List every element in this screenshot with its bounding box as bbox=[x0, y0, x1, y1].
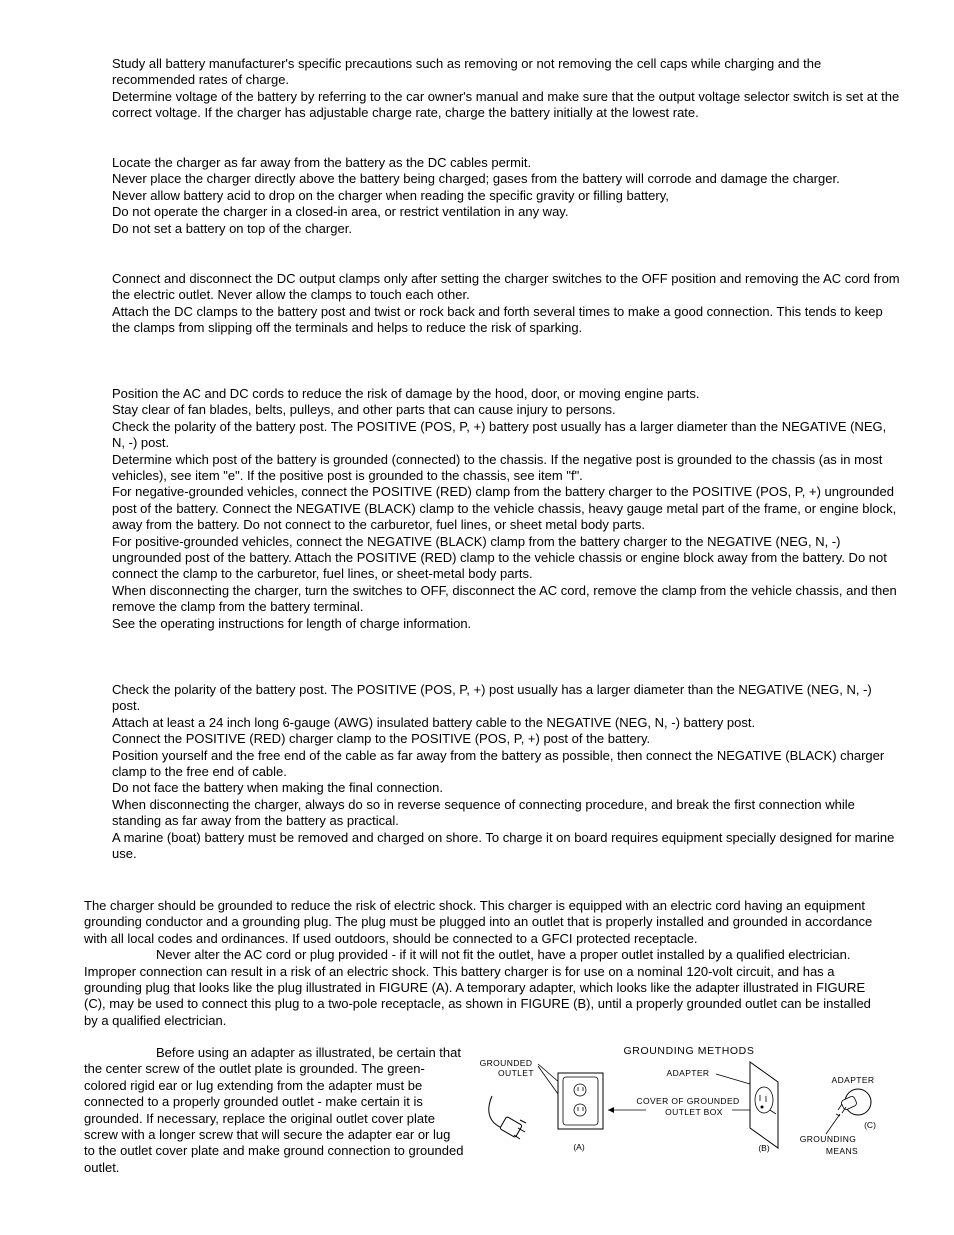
paragraph: Position the AC and DC cords to reduce the risk of damage by the hood, door, or moving engine parts. bbox=[112, 386, 700, 401]
outlet-with-adapter-icon bbox=[750, 1062, 778, 1148]
paragraph: Study all battery manufacturer's specific precautions such as removing or not removing the cell caps while charging and the recommended rates of charge. bbox=[112, 56, 822, 88]
paragraph: For negative-grounded vehicles, connect the POSITIVE (RED) clamp from the battery charger to the POSITIVE (POS, P, +) ungrounded post of the battery. Connect the NEGATIVE (BLACK) clamp to the vehicle chassis, heavy gauge metal part of the frame, or engine block, away from the battery. Do not connect to the carburetor, fuel lines, or sheet metal body parts. bbox=[112, 484, 897, 533]
paragraph: For positive-grounded vehicles, connect the NEGATIVE (BLACK) clamp from the battery charger to the NEGATIVE (NEG, N, -) ungrounded post of the battery. Attach the POSITIVE (RED) clamp to the vehicle chassis or engine block away from the battery. Do not connect the clamp to the carburetor, fuel lines, or sheet-metal body parts. bbox=[112, 533, 887, 582]
cover-label-line2: OUTLET BOX bbox=[665, 1107, 723, 1117]
section-dc-connection bbox=[112, 271, 902, 337]
adapter-icon bbox=[836, 1089, 871, 1116]
grounding-plug-icon bbox=[489, 1096, 526, 1139]
paragraph: Check the polarity of the battery post. The POSITIVE (POS, P, +) battery post usually has a larger diameter than the NEGATIVE (NEG, N, -) post. bbox=[112, 418, 887, 451]
grounding-paragraph-1: The charger should be grounded to reduce the risk of electric shock. This charger is equipped with an electric cord having an equipment grounding conductor and a grounding plug. The plug must be plugged into an outlet that is properly installed and grounded in accordance with all local codes and ordinances. If used outdoors, should be connected to a GFCI protected receptacle. bbox=[84, 898, 873, 946]
figure-title: GROUNDING METHODS bbox=[623, 1045, 755, 1057]
paragraph: Attach the DC clamps to the battery post and twist or rock back and forth several times to make a good connection. This tends to keep the clamps from slipping off the terminals and helps to reduce the risk of sparking. bbox=[112, 303, 883, 336]
figure-label-b: (B) bbox=[758, 1143, 770, 1153]
grounded-outlet-label-line1: GROUNDED bbox=[479, 1058, 533, 1068]
section-battery-precautions bbox=[112, 56, 902, 122]
cover-label-line1: COVER OF GROUNDED bbox=[636, 1096, 740, 1106]
paragraph: Position yourself and the free end of the cable as far away from the battery as possible, then connect the NEGATIVE (BLACK) charger clamp to the free end of cable. bbox=[112, 747, 885, 780]
figure-label-c: (C) bbox=[864, 1120, 876, 1130]
grounding-means-label-line2: MEANS bbox=[825, 1146, 859, 1156]
paragraph: Determine which post of the battery is grounded (connected) to the chassis. If the negative post is grounded to the chassis (as in most vehicles), see item "e". If the positive post is grounded to the chassis, see item "f". bbox=[112, 451, 883, 484]
grounded-outlet-label-line2: OUTLET bbox=[498, 1068, 534, 1078]
paragraph: Stay clear of fan blades, belts, pulleys, and other parts that can cause injury to persons. bbox=[112, 402, 616, 418]
grounding-paragraph-2: Never alter the AC cord or plug provided - if it will not fit the outlet, have a proper outlet installed by a qualified electrician. Improper connection can result in a risk of an electric shock. This battery charger is for use on a nominal 120-volt circuit, and has a grounding plug that looks like the plug illustrated in FIGURE (A). A temporary adapter, which looks like the adapter illustrated in FIGURE (C), may be used to connect this plug to a two-pole receptacle, as shown in FIGURE (B), until a properly grounded outlet can be installed by a qualified electrician. bbox=[84, 947, 871, 1028]
paragraph: Locate the charger as far away from the battery as the DC cables permit. bbox=[112, 155, 532, 170]
grounding-means-label-line1: GROUNDING bbox=[799, 1134, 857, 1144]
paragraph: Check the polarity of the battery post. The POSITIVE (POS, P, +) post usually has a larger diameter than the NEGATIVE (NEG, N, -) post. bbox=[112, 682, 872, 714]
grounding-paragraph-3: Before using an adapter as illustrated, be certain that the center screw of the outlet plate is grounded. The green-colored rigid ear or lug extending from the adapter must be connected to a properly grounded outlet - make certain it is grounded. If necessary, replace the original outlet cover plate screw with a longer screw that will secure the adapter ear or lug to the outlet cover plate and make ground connection to grounded outlet. bbox=[84, 1045, 464, 1175]
paragraph: Do not set a battery on top of the charger. bbox=[112, 220, 352, 236]
section-charger-location bbox=[112, 155, 902, 237]
grounding-diagram bbox=[468, 1040, 908, 1170]
paragraph: Connect and disconnect the DC output clamps only after setting the charger switches to the OFF position and removing the AC cord from the electric outlet. Never allow the clamps to touch each other. bbox=[112, 271, 900, 303]
paragraph: Connect the POSITIVE (RED) charger clamp to the POSITIVE (POS, P, +) post of the battery. bbox=[112, 731, 651, 747]
adapter-paragraph-block bbox=[84, 1045, 464, 1176]
paragraph: When disconnecting the charger, always do so in reverse sequence of connecting procedure, and break the first connection while standing as far away from the battery as practical. bbox=[112, 796, 855, 829]
grounding-methods-figure bbox=[468, 1040, 908, 1170]
section-battery-outside-vehicle bbox=[112, 682, 902, 862]
section-battery-in-vehicle bbox=[112, 386, 902, 632]
paragraph: Never allow battery acid to drop on the charger when reading the specific gravity or filling battery, bbox=[112, 187, 669, 203]
grounded-outlet-icon bbox=[558, 1073, 603, 1129]
figure-label-a: (A) bbox=[573, 1142, 585, 1152]
paragraph: Do not face the battery when making the final connection. bbox=[112, 780, 443, 796]
paragraph: Determine voltage of the battery by referring to the car owner's manual and make sure that the output voltage selector switch is set at the correct voltage. If the charger has adjustable charge rate, charge the battery initially at the lowest rate. bbox=[112, 88, 900, 121]
adapter-b-label: ADAPTER bbox=[666, 1068, 710, 1078]
paragraph: Never place the charger directly above the battery being charged; gases from the battery will corrode and damage the charger. bbox=[112, 171, 840, 187]
paragraph: When disconnecting the charger, turn the switches to OFF, disconnect the AC cord, remove the clamp from the vehicle chassis, and then remove the clamp from the battery terminal. bbox=[112, 582, 897, 615]
paragraph: A marine (boat) battery must be removed and charged on shore. To charge it on board requires equipment specially designed for marine use. bbox=[112, 829, 895, 862]
paragraph: See the operating instructions for length of charge information. bbox=[112, 615, 472, 631]
section-grounding bbox=[84, 898, 876, 1029]
paragraph: Do not operate the charger in a closed-in area, or restrict ventilation in any way. bbox=[112, 204, 569, 220]
paragraph: Attach at least a 24 inch long 6-gauge (AWG) insulated battery cable to the NEGATIVE (NEG, N, -) battery post. bbox=[112, 714, 756, 730]
adapter-c-label: ADAPTER bbox=[831, 1075, 875, 1085]
